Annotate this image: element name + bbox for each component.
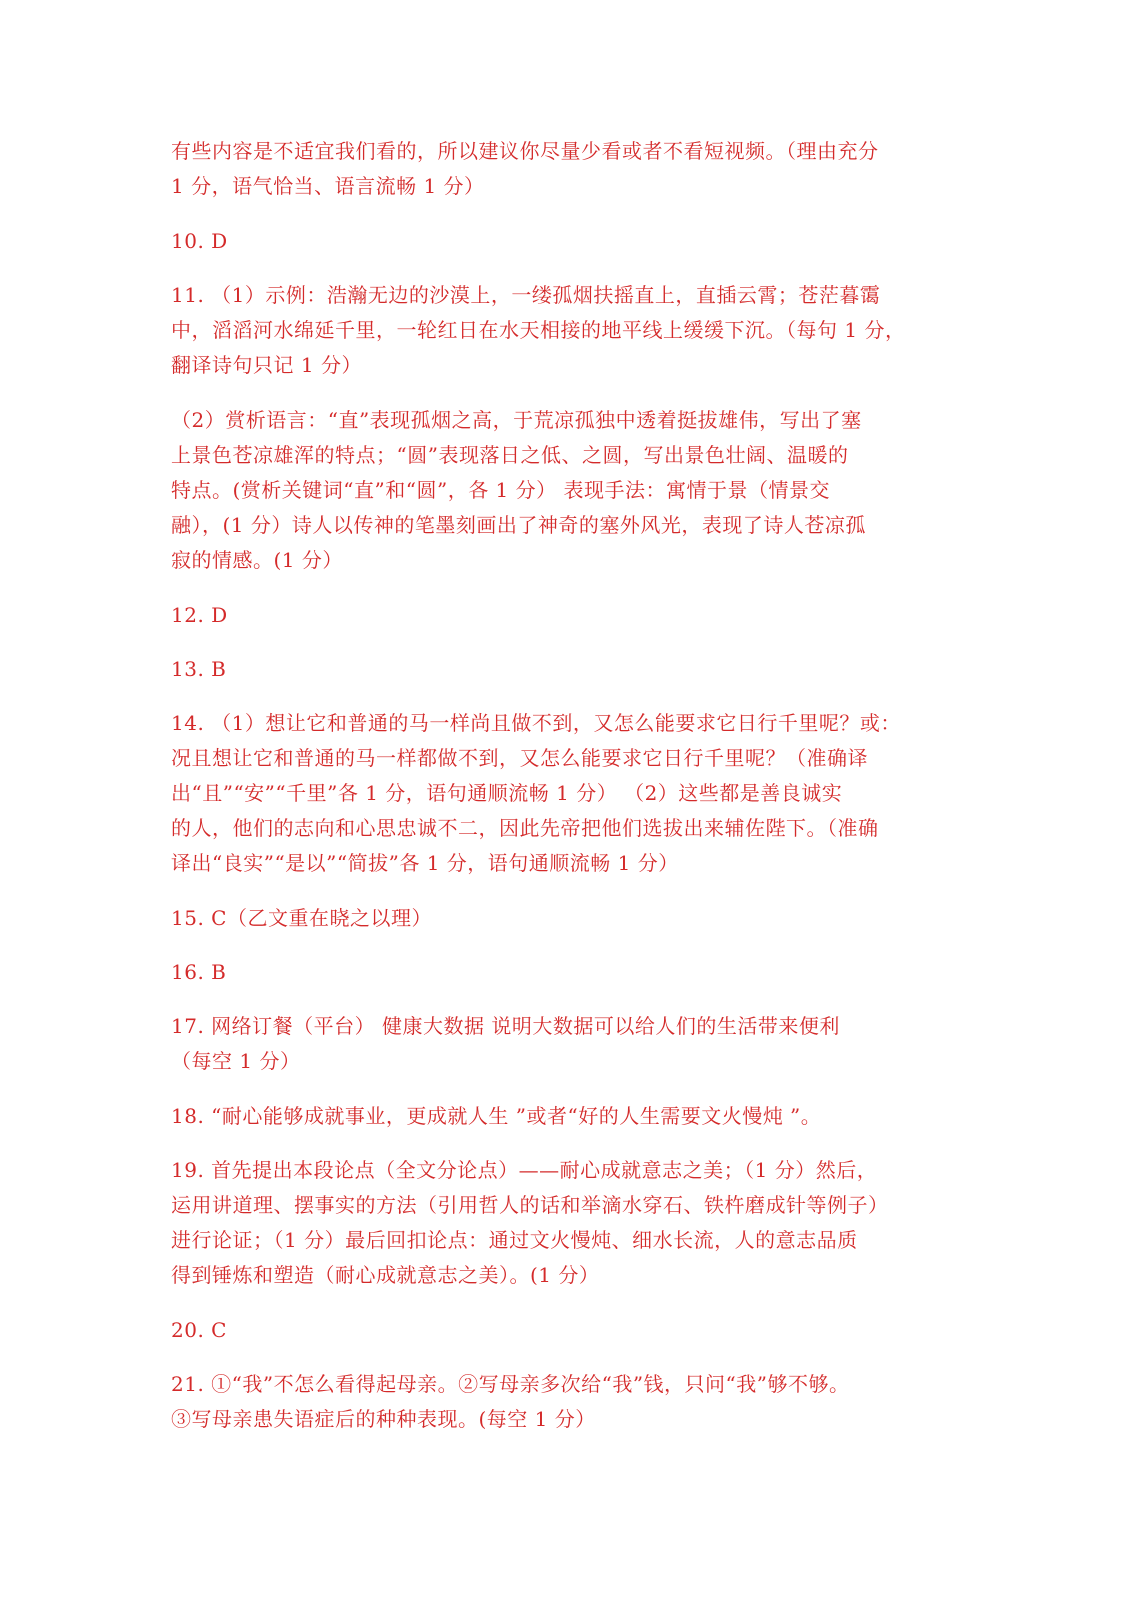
answer-10 [171,224,971,259]
text-line: 19. 首先提出本段论点（全文分论点）——耐心成就意志之美；（1 分）然后， [171,1158,878,1182]
text-line: 15. C（乙文重在晓之以理） [171,906,432,930]
answer-15 [171,901,971,936]
text-line: 11. （1）示例：浩瀚无边的沙漠上，一缕孤烟扶摇直上，直插云霄；苍茫暮霭 [171,283,881,307]
text-line: 融），(1 分）诗人以传神的笔墨刻画出了神奇的塞外风光，表现了诗人苍凉孤 [171,513,866,537]
text-line: 10. D [171,229,228,253]
answer-20 [171,1313,971,1348]
answer-19 [171,1153,971,1293]
answer-17 [171,1009,971,1079]
text-line: 运用讲道理、摆事实的方法（引用哲人的话和举滴水穿石、铁杵磨成针等例子） [171,1193,889,1217]
text-line: 12. D [171,603,228,627]
answer-11-part-2 [171,403,971,578]
text-line: 出“且”“安”“千里”各 1 分，语句通顺流畅 1 分） （2）这些都是善良诚实 [171,781,843,805]
answer-21 [171,1367,971,1437]
text-line: 21. ①“我”不怎么看得起母亲。②写母亲多次给“我”钱，只问“我”够不够。 [171,1372,850,1396]
answer-18 [171,1099,971,1134]
text-line: 况且想让它和普通的马一样都做不到，又怎么能要求它日行千里呢？（准确译 [171,746,868,770]
text-line: 16. B [171,960,227,984]
text-line: 17. 网络订餐（平台） 健康大数据 说明大数据可以给人们的生活带来便利 [171,1014,840,1038]
text-line: 20. C [171,1318,227,1342]
answer-12 [171,598,971,633]
text-line: 得到锤炼和塑造（耐心成就意志之美）。(1 分） [171,1263,600,1287]
text-line: 13. B [171,657,227,681]
text-line: 有些内容是不适宜我们看的，所以建议你尽量少看或者不看短视频。（理由充分 [171,139,879,163]
text-line: （每空 1 分） [171,1049,301,1073]
text-line: 译出“良实”“是以”“简拔”各 1 分，语句通顺流畅 1 分） [171,851,679,875]
text-line: ③写母亲患失语症后的种种表现。(每空 1 分） [171,1407,596,1431]
text-line: 18. “耐心能够成就事业，更成就人生 ”或者“好的人生需要文火慢炖 ”。 [171,1104,822,1128]
text-line: 1 分，语气恰当、语言流畅 1 分） [171,174,485,198]
text-line: 特点。(赏析关键词“直”和“圆”，各 1 分） 表现手法：寓情于景（情景交 [171,478,830,502]
answer-16 [171,955,971,990]
text-line: 寂的情感。(1 分） [171,548,343,572]
text-line: 14. （1）想让它和普通的马一样尚且做不到，又怎么能要求它日行千里呢？或： [171,711,901,735]
text-line: 翻译诗句只记 1 分） [171,353,362,377]
answer-paragraph-intro [171,134,971,204]
text-line: 的人，他们的志向和心思忠诚不二，因此先帝把他们选拔出来辅佐陛下。（准确 [171,816,879,840]
text-line: （2）赏析语言：“直”表现孤烟之高，于荒凉孤独中透着挺拔雄伟，写出了塞 [171,408,862,432]
text-line: 进行论证；（1 分）最后回扣论点：通过文火慢炖、细水长流，人的意志品质 [171,1228,858,1252]
text-line: 上景色苍凉雄浑的特点；“圆”表现落日之低、之圆，写出景色壮阔、温暖的 [171,443,849,467]
answer-13 [171,652,971,687]
answer-14 [171,706,971,881]
answer-key-text [171,134,971,1457]
text-line: 中，滔滔河水绵延千里，一轮红日在水天相接的地平线上缓缓下沉。（每句 1 分， [171,318,906,342]
answer-11-part-1 [171,278,971,383]
